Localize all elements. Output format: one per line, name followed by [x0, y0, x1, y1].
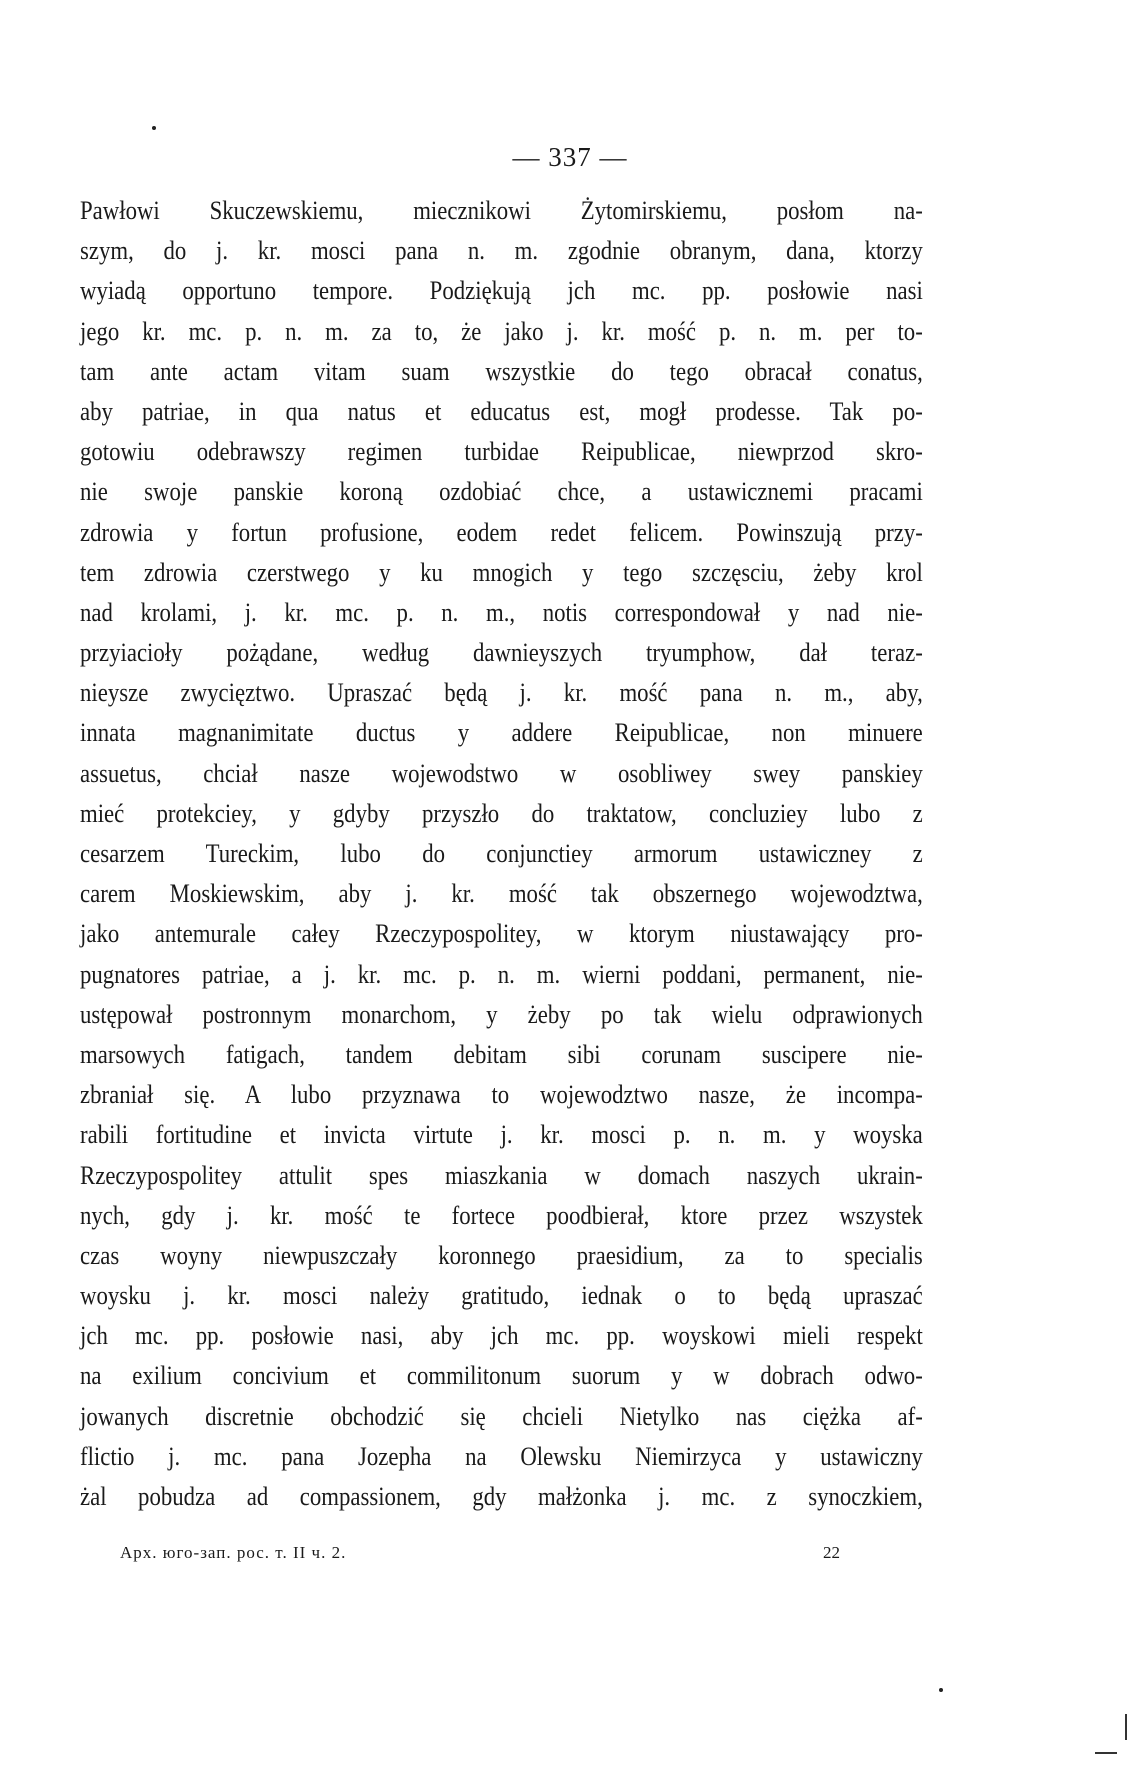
text-line: assuetus, chciał nasze wojewodstwo w osobliwey swey panskiey	[80, 757, 923, 788]
page-number: — 337 —	[512, 142, 628, 172]
text-line: tem zdrowia czerstwego y ku mnogich y tego szczęsciu, żeby krol	[80, 556, 923, 587]
text-line: czas woyny niewpuszczały koronnego praesidium, za to specialis	[80, 1239, 923, 1270]
text-line: Rzeczypospolitey attulit spes miaszkania w domach naszych ukrain-	[80, 1159, 923, 1190]
text-line: Pawłowi Skuczewskiemu, miecznikowi Żytomirskiemu, posłom na-	[80, 195, 923, 225]
text-line: nad krolami, j. kr. mc. p. n. m., notis correspondował y nad nie-	[80, 596, 923, 627]
text-line: flictio j. mc. pana Jozepha na Olewsku Niemirzyca y ustawiczny	[80, 1440, 923, 1471]
footer	[120, 1538, 840, 1568]
text-line: żal pobudza ad compassionem, gdy małżonka j. mc. z synoczkiem,	[80, 1481, 923, 1511]
text-line: marsowych fatigach, tandem debitam sibi corunam suscipere nie-	[80, 1038, 923, 1069]
footer-sheet-number: 22	[823, 1543, 840, 1562]
text-line: przyiacioły pożądane, według dawnieyszych tryumphow, dał teraz-	[80, 637, 923, 668]
text-line: tam ante actam vitam suam wszystkie do tego obracał conatus,	[80, 355, 923, 386]
text-line: pugnatores patriae, a j. kr. mc. p. n. m. wierni poddani, permanent, nie-	[80, 958, 923, 989]
scan-edge-mark	[1125, 1714, 1127, 1740]
scan-speck	[939, 1688, 943, 1692]
text-line: nieysze zwycięztwo. Upraszać będą j. kr. mość pana n. m., aby,	[80, 677, 923, 708]
scan-edge-mark	[1095, 1752, 1117, 1754]
text-line: cesarzem Tureckim, lubo do conjunctiey armorum ustawiczney z	[80, 838, 923, 868]
text-line: innata magnanimitate ductus y addere Reipublicae, non minuere	[80, 717, 923, 748]
text-line: nych, gdy j. kr. mość te fortece poodbierał, ktore przez wszystek	[80, 1199, 923, 1230]
text-line: szym, do j. kr. mosci pana n. m. zgodnie obranym, dana, ktorzy	[80, 235, 923, 266]
text-line: wyiadą opportuno tempore. Podziękują jch mc. pp. posłowie nasi	[80, 275, 923, 306]
text-line: jowanych discretnie obchodzić się chcieli Nietylko nas ciężka af-	[80, 1400, 923, 1431]
text-line: nie swoje panskie koroną ozdobiać chce, a ustawicznemi pracami	[80, 476, 923, 507]
body-text	[80, 190, 923, 1516]
text-line: rabili fortitudine et invicta virtute j. kr. mosci p. n. m. y woyska	[80, 1119, 923, 1150]
text-line: carem Moskiewskim, aby j. kr. mość tak obszernego wojewodztwa,	[80, 878, 923, 909]
text-line: aby patriae, in qua natus et educatus est, mogł prodesse. Tak po-	[80, 395, 923, 426]
text-line: zdrowia y fortun profusione, eodem redet felicem. Powinszują przy-	[80, 516, 923, 547]
text-line: jego kr. mc. p. n. m. za to, że jako j. kr. mość p. n. m. per to-	[80, 315, 923, 346]
text-line: gotowiu odebrawszy regimen turbidae Reipublicae, niewprzod skro-	[80, 436, 923, 467]
text-line: mieć protekciey, y gdyby przyszło do traktatow, concluziey lubo z	[80, 797, 923, 828]
text-line: jch mc. pp. posłowie nasi, aby jch mc. pp. woyskowi mieli respekt	[80, 1320, 923, 1351]
text-line: na exilium concivium et commilitonum suorum y w dobrach odwo-	[80, 1360, 923, 1391]
text-line: jako antemurale całey Rzeczypospolitey, w ktorym niustawający pro-	[80, 918, 923, 949]
text-line: ustępował postronnym monarchom, y żeby po tak wielu odprawionych	[80, 998, 923, 1029]
scan-speck	[152, 126, 156, 130]
text-line: zbraniał się. A lubo przyznawa to wojewodztwo nasze, że incompa-	[80, 1079, 923, 1110]
text-line: woysku j. kr. mosci należy gratitudo, iednak o to będą upraszać	[80, 1280, 923, 1311]
footer-signature: Арх. юго-зап. рос. т. II ч. 2.	[120, 1543, 347, 1562]
